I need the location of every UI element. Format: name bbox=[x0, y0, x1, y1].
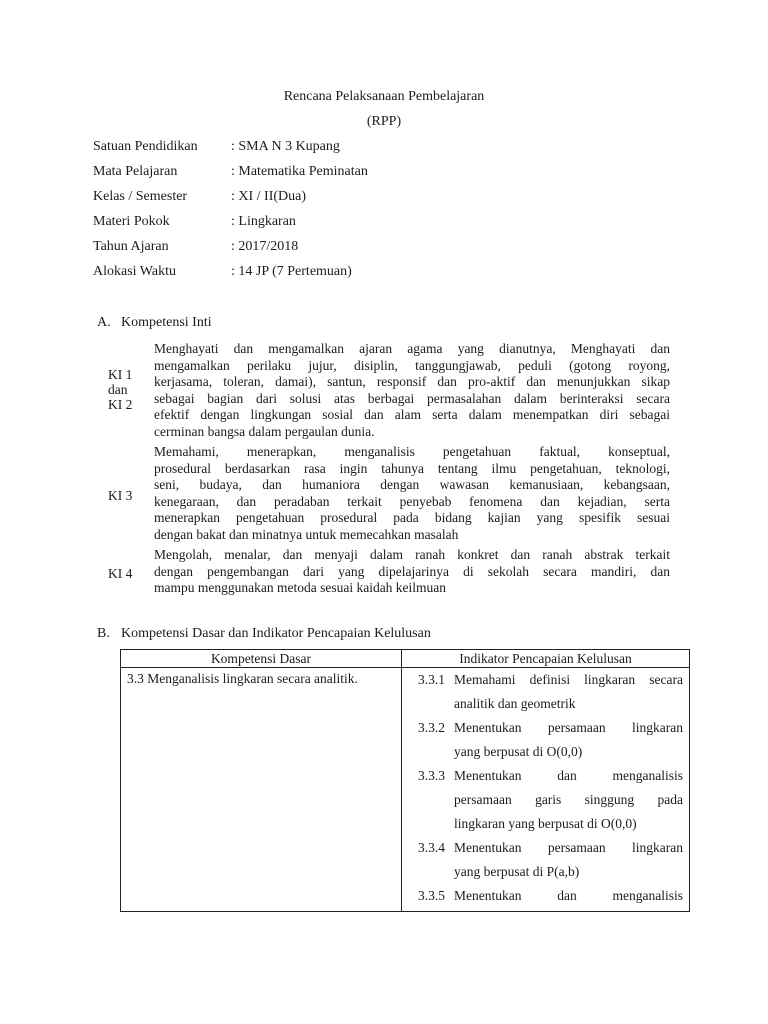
section-a-letter: A. bbox=[97, 315, 111, 330]
identity-value: : XI / II(Dua) bbox=[231, 189, 307, 204]
identity-label: Satuan Pendidikan bbox=[93, 139, 198, 154]
kd-text: 3.3 Menganalisis lingkaran secara analitik. bbox=[127, 671, 358, 686]
table-header: Indikator Pencapaian Kelulusan bbox=[402, 650, 690, 668]
identity-label: Kelas / Semester bbox=[93, 189, 188, 204]
competency-table bbox=[120, 649, 690, 912]
list-item: 3.3.2 Menentukan persamaan lingkaran yang berpusat di O(0,0) bbox=[418, 720, 683, 759]
ki-label: KI 4 bbox=[108, 566, 133, 581]
table-row bbox=[121, 668, 690, 912]
section-a-heading bbox=[97, 315, 212, 331]
identity-value: : Lingkaran bbox=[231, 214, 296, 229]
document-title: Rencana Pelaksanaan Pembelajaran bbox=[283, 89, 485, 104]
identity-value: : 14 JP (7 Pertemuan) bbox=[231, 264, 352, 279]
list-item: 3.3.4 Menentukan persamaan lingkaran yang berpusat di P(a,b) bbox=[418, 840, 683, 879]
identity-label: Mata Pelajaran bbox=[93, 164, 178, 179]
ki-text: Memahami, menerapkan, menganalisis pengetahuan faktual, konseptual, prosedural berdasarkan rasa ingin tahunya tentang ilmu pengetahuan, teknologi, seni, budaya, dan humaniora dengan wawasan kemanusiaan, kebangsaan, kenegaraan, dan peradaban terkait penyebab fenomena dan kejadian, serta menerapkan pengetahuan prosedural pada bidang kajian yang spesifik sesuai dengan bakat dan minatnya untuk memecahkan masalah bbox=[154, 444, 670, 542]
table-header-row bbox=[121, 650, 690, 668]
document-subtitle: (RPP) bbox=[366, 114, 402, 129]
section-a-title: Kompetensi Inti bbox=[121, 315, 212, 330]
section-b-title: Kompetensi Dasar dan Indikator Pencapaian Kelulusan bbox=[121, 626, 431, 641]
ki-text: Mengolah, menalar, dan menyaji dalam ranah konkret dan ranah abstrak terkait dengan pengembangan dari yang dipelajarinya di sekolah secara mandiri, dan mampu menggunakan metoda sesuai kaidah keilmuan bbox=[154, 547, 670, 596]
ki-label: KI 3 bbox=[108, 488, 133, 503]
list-item: 3.3.1 Memahami definisi lingkaran secara analitik dan geometrik bbox=[418, 672, 683, 711]
table-header: Kompetensi Dasar bbox=[121, 650, 402, 668]
section-b-heading bbox=[97, 626, 431, 642]
indicator-list bbox=[402, 668, 689, 908]
list-item: 3.3.3 Menentukan dan menganalisis persamaan garis singgung pada lingkaran yang berpusat di O(0,0) bbox=[418, 768, 683, 831]
identity-label: Materi Pokok bbox=[93, 214, 170, 229]
section-b-letter: B. bbox=[97, 626, 110, 641]
identity-value: : 2017/2018 bbox=[231, 239, 299, 254]
table-cell bbox=[121, 668, 402, 912]
identity-label: Alokasi Waktu bbox=[93, 264, 176, 279]
ki-label: KI 1 dan KI 2 bbox=[108, 367, 133, 412]
identity-value: : SMA N 3 Kupang bbox=[231, 139, 340, 154]
table-cell bbox=[402, 668, 690, 912]
ki-text: Menghayati dan mengamalkan ajaran agama yang dianutnya, Menghayati dan mengamalkan perilaku jujur, disiplin, tanggungjawab, peduli (gotong royong, kerjasama, toleran, damai), santun, responsif dan pro-aktif dan menunjukkan sikap sebagai bagian dari solusi atas berbagai permasalahan dalam berinteraksi secara efektif dengan lingkungan sosial dan alam serta dalam menempatkan diri sebagai cerminan bangsa dalam pergaulan dunia. bbox=[154, 341, 670, 439]
list-item: 3.3.5 Menentukan dan menganalisis bbox=[418, 888, 683, 903]
identity-label: Tahun Ajaran bbox=[93, 239, 169, 254]
identity-value: : Matematika Peminatan bbox=[231, 164, 368, 179]
